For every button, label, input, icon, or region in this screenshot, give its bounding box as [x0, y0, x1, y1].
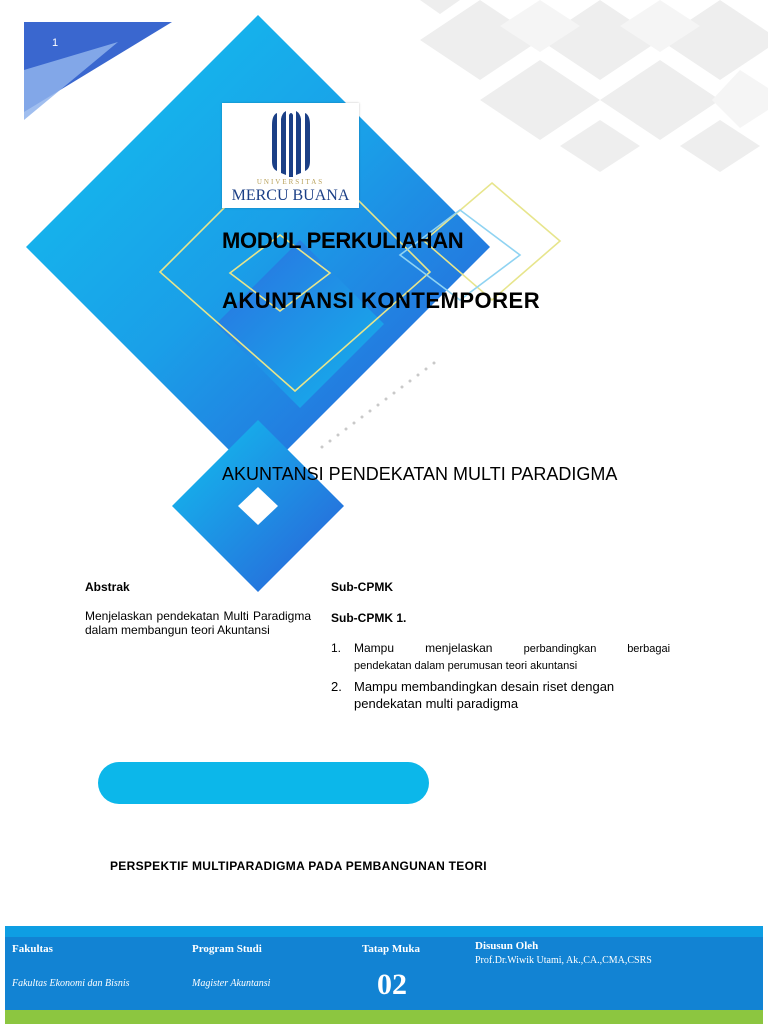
- list-item-continuation: pendekatan dalam perumusan teori akuntansi: [354, 660, 578, 672]
- list-item: [331, 678, 670, 712]
- university-logo: [222, 103, 359, 208]
- footer-author-value: Prof.Dr.Wiwik Utami, Ak.,CA.,CMA,CSRS: [475, 955, 652, 966]
- module-subtitle: AKUNTANSI PENDEKATAN MULTI PARADIGMA: [222, 464, 618, 484]
- topic-heading: PERSPEKTIF MULTIPARADIGMA PADA PEMBANGUNAN TEORI: [110, 859, 487, 873]
- course-title: AKUNTANSI KONTEMPORER: [222, 288, 541, 313]
- footer-tatap-label: Tatap Muka: [362, 943, 420, 955]
- page-number: 1: [52, 37, 59, 49]
- sub-cpmk-list: [331, 640, 670, 712]
- footer-prodi-label: Program Studi: [192, 943, 262, 955]
- logo-caption: UNIVERSITAS: [256, 178, 325, 186]
- footer-prodi-value: Magister Akuntansi: [192, 978, 271, 989]
- list-item: [331, 640, 670, 675]
- grey-diamond-pattern: [420, 0, 768, 172]
- decorative-pill-banner: [98, 762, 429, 804]
- abstract-heading: Abstrak: [85, 580, 130, 594]
- list-item-lead: Mampu menjelaskan: [354, 641, 493, 655]
- footer-bar: [5, 926, 763, 1024]
- list-item-number: 2.: [331, 679, 342, 694]
- list-item-continuation: pendekatan multi paradigma: [354, 696, 519, 711]
- sub-cpmk-heading: Sub-CPMK: [331, 580, 393, 594]
- list-item-number: 1.: [331, 641, 342, 655]
- footer-author-label: Disusun Oleh: [475, 940, 539, 952]
- list-item-rest: perbandingkan berbagai: [523, 643, 671, 655]
- module-title: MODUL PERKULIAHAN: [222, 228, 464, 253]
- footer-fakultas-label: Fakultas: [12, 943, 53, 955]
- footer-top-strip: [5, 926, 763, 937]
- mercu-buana-emblem-icon: [269, 111, 313, 177]
- footer-fakultas-value: Fakultas Ekonomi dan Bisnis: [12, 978, 130, 989]
- logo-name: MERCU BUANA: [231, 187, 350, 204]
- sub-cpmk-title: Sub-CPMK 1.: [331, 611, 407, 625]
- footer-tatap-value: 02: [377, 968, 407, 1001]
- footer-bottom-strip: [5, 1010, 763, 1024]
- abstract-text: Menjelaskan pendekatan Multi Paradigma dalam membangun teori Akuntansi: [85, 609, 311, 637]
- list-item-text: Mampu membandingkan desain riset dengan: [354, 679, 615, 694]
